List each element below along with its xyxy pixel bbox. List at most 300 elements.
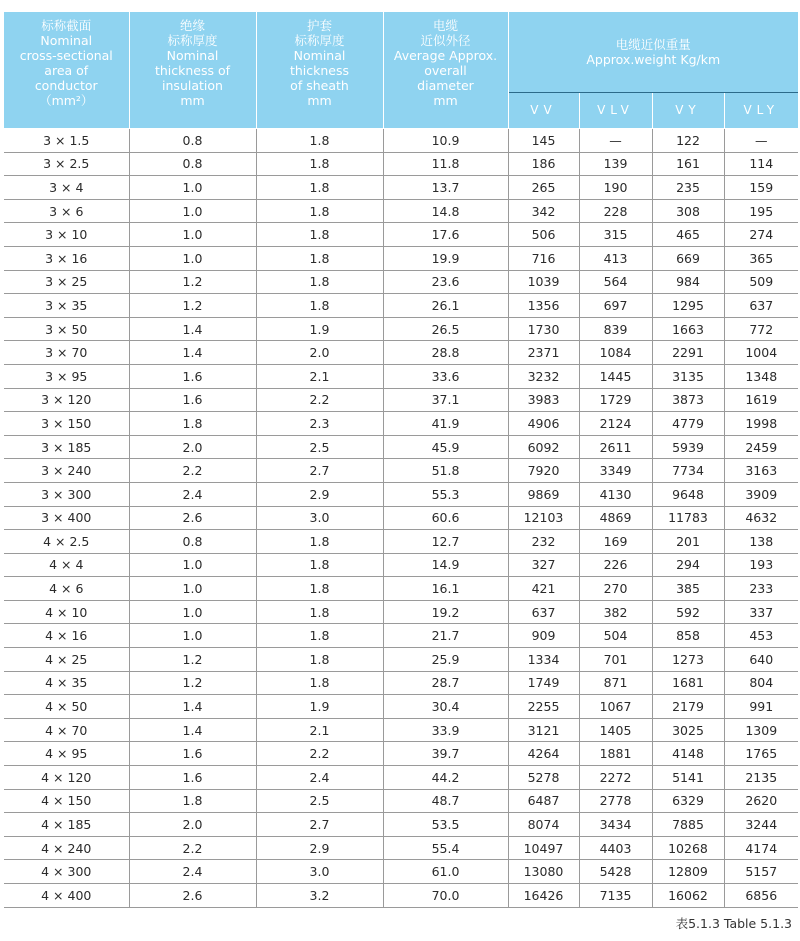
cell-diameter: 53.5 xyxy=(383,813,508,837)
table-row xyxy=(4,364,798,388)
cell-vly: 1998 xyxy=(724,412,798,436)
cell-insulation: 1.6 xyxy=(129,742,256,766)
cell-vlv: 1405 xyxy=(579,718,652,742)
cell-insulation: 1.0 xyxy=(129,553,256,577)
cell-vv: 2371 xyxy=(508,341,579,365)
cell-vlv: 5428 xyxy=(579,860,652,884)
cell-insulation: 2.4 xyxy=(129,860,256,884)
cell-vy: 16062 xyxy=(652,884,724,908)
cell-vlv: 1084 xyxy=(579,341,652,365)
cell-diameter: 11.8 xyxy=(383,152,508,176)
cell-vy: 7734 xyxy=(652,459,724,483)
cell-vlv: 2272 xyxy=(579,766,652,790)
cell-vv: 327 xyxy=(508,553,579,577)
table-row xyxy=(4,246,798,270)
header-insulation-en-3: insulation xyxy=(162,78,223,93)
cell-insulation: 0.8 xyxy=(129,129,256,153)
cell-sheath: 1.8 xyxy=(256,223,383,247)
cell-cross-section: 3 × 4 xyxy=(4,176,129,200)
cell-vy: 858 xyxy=(652,624,724,648)
cell-cross-section: 4 × 16 xyxy=(4,624,129,648)
cell-vv: 10497 xyxy=(508,836,579,860)
cell-diameter: 37.1 xyxy=(383,388,508,412)
table-caption: 表5.1.3 Table 5.1.3 xyxy=(675,916,792,931)
cell-cross-section: 4 × 150 xyxy=(4,789,129,813)
cell-insulation: 1.6 xyxy=(129,364,256,388)
cell-vlv: 2124 xyxy=(579,412,652,436)
cell-vv: 4906 xyxy=(508,412,579,436)
cell-vlv: 382 xyxy=(579,600,652,624)
cell-sheath: 2.9 xyxy=(256,836,383,860)
cell-vlv: 228 xyxy=(579,199,652,223)
cell-insulation: 1.0 xyxy=(129,223,256,247)
cell-vly: 991 xyxy=(724,695,798,719)
cell-insulation: 2.2 xyxy=(129,836,256,860)
cell-insulation: 1.0 xyxy=(129,577,256,601)
table-row xyxy=(4,860,798,884)
cell-vly: 159 xyxy=(724,176,798,200)
cell-sheath: 1.8 xyxy=(256,600,383,624)
cell-insulation: 2.0 xyxy=(129,435,256,459)
cell-diameter: 39.7 xyxy=(383,742,508,766)
table-row xyxy=(4,530,798,554)
cell-insulation: 2.2 xyxy=(129,459,256,483)
cell-cross-section: 4 × 185 xyxy=(4,813,129,837)
cell-diameter: 61.0 xyxy=(383,860,508,884)
cell-vy: 3135 xyxy=(652,364,724,388)
table-row xyxy=(4,600,798,624)
cell-vlv: 839 xyxy=(579,317,652,341)
cell-vy: 4779 xyxy=(652,412,724,436)
table-row xyxy=(4,695,798,719)
cell-vv: 13080 xyxy=(508,860,579,884)
cell-sheath: 1.8 xyxy=(256,577,383,601)
cell-vly: 5157 xyxy=(724,860,798,884)
cell-vlv: 315 xyxy=(579,223,652,247)
cell-vv: 186 xyxy=(508,152,579,176)
cell-diameter: 21.7 xyxy=(383,624,508,648)
cell-diameter: 17.6 xyxy=(383,223,508,247)
table-row xyxy=(4,506,798,530)
header-weight xyxy=(508,12,798,93)
cell-insulation: 2.0 xyxy=(129,813,256,837)
cell-vv: 506 xyxy=(508,223,579,247)
cell-cross-section: 3 × 1.5 xyxy=(4,129,129,153)
table-row xyxy=(4,152,798,176)
cell-vv: 3121 xyxy=(508,718,579,742)
cell-insulation: 1.0 xyxy=(129,600,256,624)
cell-diameter: 48.7 xyxy=(383,789,508,813)
table-row xyxy=(4,648,798,672)
cell-diameter: 45.9 xyxy=(383,435,508,459)
cell-vly: 2459 xyxy=(724,435,798,459)
cell-diameter: 70.0 xyxy=(383,884,508,908)
cell-diameter: 30.4 xyxy=(383,695,508,719)
cell-vv: 8074 xyxy=(508,813,579,837)
cell-vv: 6487 xyxy=(508,789,579,813)
cell-vly: 509 xyxy=(724,270,798,294)
cell-sheath: 2.2 xyxy=(256,388,383,412)
cell-cross-section: 4 × 95 xyxy=(4,742,129,766)
cell-vly: 337 xyxy=(724,600,798,624)
header-diameter-en-3: diameter xyxy=(417,78,474,93)
cell-vv: 1749 xyxy=(508,671,579,695)
table-row xyxy=(4,459,798,483)
cell-vlv: 190 xyxy=(579,176,652,200)
cell-vlv: 4403 xyxy=(579,836,652,860)
cell-vlv: 697 xyxy=(579,294,652,318)
cell-vy: 11783 xyxy=(652,506,724,530)
cell-diameter: 60.6 xyxy=(383,506,508,530)
cell-vly: 2620 xyxy=(724,789,798,813)
cell-cross-section: 3 × 70 xyxy=(4,341,129,365)
cell-vy: 5141 xyxy=(652,766,724,790)
table-row xyxy=(4,813,798,837)
table-row xyxy=(4,789,798,813)
cell-sheath: 1.9 xyxy=(256,317,383,341)
cell-vlv: 504 xyxy=(579,624,652,648)
cell-diameter: 16.1 xyxy=(383,577,508,601)
cell-diameter: 55.4 xyxy=(383,836,508,860)
header-type-vv: VV xyxy=(508,93,579,129)
cell-vly: 3163 xyxy=(724,459,798,483)
cell-cross-section: 3 × 240 xyxy=(4,459,129,483)
cell-vly: 365 xyxy=(724,246,798,270)
cell-sheath: 2.3 xyxy=(256,412,383,436)
cell-cross-section: 4 × 6 xyxy=(4,577,129,601)
cell-vly: 1765 xyxy=(724,742,798,766)
cell-sheath: 1.8 xyxy=(256,199,383,223)
cell-vly: 2135 xyxy=(724,766,798,790)
header-sheath-zh-1: 护套 xyxy=(306,18,332,33)
cell-insulation: 1.4 xyxy=(129,695,256,719)
cell-diameter: 44.2 xyxy=(383,766,508,790)
table-row xyxy=(4,718,798,742)
cell-cross-section: 3 × 95 xyxy=(4,364,129,388)
table-row xyxy=(4,435,798,459)
cell-sheath: 1.8 xyxy=(256,246,383,270)
cell-cross-section: 3 × 300 xyxy=(4,482,129,506)
header-sheath-en-2: thickness xyxy=(289,63,350,78)
header-type-vy: VY xyxy=(652,93,724,129)
cell-cross-section: 3 × 50 xyxy=(4,317,129,341)
cell-vy: 592 xyxy=(652,600,724,624)
table-row xyxy=(4,341,798,365)
cell-sheath: 1.8 xyxy=(256,270,383,294)
cell-vly: 1004 xyxy=(724,341,798,365)
cell-sheath: 2.4 xyxy=(256,766,383,790)
cell-vly: 1619 xyxy=(724,388,798,412)
cell-vlv: 4130 xyxy=(579,482,652,506)
cell-cross-section: 3 × 400 xyxy=(4,506,129,530)
cell-vly: 3909 xyxy=(724,482,798,506)
cell-insulation: 1.0 xyxy=(129,176,256,200)
cell-sheath: 2.7 xyxy=(256,459,383,483)
cell-vlv: 3349 xyxy=(579,459,652,483)
cell-sheath: 1.8 xyxy=(256,152,383,176)
header-diameter-unit: mm xyxy=(433,93,458,108)
header-insulation-unit: mm xyxy=(180,93,205,108)
header-weight-zh: 电缆近似重量 xyxy=(615,37,691,52)
cell-cross-section: 4 × 10 xyxy=(4,600,129,624)
cell-insulation: 1.8 xyxy=(129,789,256,813)
cell-vy: 6329 xyxy=(652,789,724,813)
table-row xyxy=(4,577,798,601)
table-row xyxy=(4,553,798,577)
cell-insulation: 1.6 xyxy=(129,766,256,790)
cell-diameter: 19.9 xyxy=(383,246,508,270)
cell-vy: 385 xyxy=(652,577,724,601)
cell-vly: 4174 xyxy=(724,836,798,860)
table-row xyxy=(4,482,798,506)
cable-weight-table xyxy=(4,12,798,908)
cell-diameter: 28.8 xyxy=(383,341,508,365)
cell-sheath: 1.9 xyxy=(256,695,383,719)
cell-insulation: 1.0 xyxy=(129,246,256,270)
cell-diameter: 13.7 xyxy=(383,176,508,200)
cell-vy: 465 xyxy=(652,223,724,247)
cell-sheath: 2.5 xyxy=(256,789,383,813)
cell-cross-section: 4 × 240 xyxy=(4,836,129,860)
table-body xyxy=(4,129,798,908)
cell-insulation: 2.6 xyxy=(129,884,256,908)
cell-vly: 274 xyxy=(724,223,798,247)
cell-insulation: 1.8 xyxy=(129,412,256,436)
cell-sheath: 2.1 xyxy=(256,718,383,742)
cell-insulation: 1.2 xyxy=(129,648,256,672)
cell-sheath: 2.2 xyxy=(256,742,383,766)
header-cross-section-en-4: conductor xyxy=(34,78,98,93)
table-row xyxy=(4,671,798,695)
header-sheath-en-3: of sheath xyxy=(290,78,349,93)
cell-vly: 193 xyxy=(724,553,798,577)
table-row xyxy=(4,766,798,790)
cell-cross-section: 3 × 35 xyxy=(4,294,129,318)
cell-sheath: 1.8 xyxy=(256,176,383,200)
cell-vlv: 1445 xyxy=(579,364,652,388)
header-type-vlv: VLV xyxy=(579,93,652,129)
cell-insulation: 1.0 xyxy=(129,624,256,648)
cell-diameter: 10.9 xyxy=(383,129,508,153)
table-row xyxy=(4,388,798,412)
cell-diameter: 41.9 xyxy=(383,412,508,436)
cell-diameter: 26.5 xyxy=(383,317,508,341)
cell-vv: 9869 xyxy=(508,482,579,506)
cell-diameter: 14.8 xyxy=(383,199,508,223)
header-diameter-zh-2: 近似外径 xyxy=(420,33,471,48)
cell-vy: 10268 xyxy=(652,836,724,860)
cell-vy: 2179 xyxy=(652,695,724,719)
header-insulation xyxy=(129,12,256,129)
cell-vv: 4264 xyxy=(508,742,579,766)
cell-diameter: 51.8 xyxy=(383,459,508,483)
cell-diameter: 23.6 xyxy=(383,270,508,294)
header-sheath-en-1: Nominal xyxy=(293,48,346,63)
cell-vlv: 1881 xyxy=(579,742,652,766)
cell-cross-section: 4 × 120 xyxy=(4,766,129,790)
table-row xyxy=(4,412,798,436)
cell-insulation: 2.4 xyxy=(129,482,256,506)
cell-cross-section: 4 × 4 xyxy=(4,553,129,577)
cell-vly: 1348 xyxy=(724,364,798,388)
cell-vlv: 413 xyxy=(579,246,652,270)
cell-vlv: 2778 xyxy=(579,789,652,813)
cell-sheath: 3.2 xyxy=(256,884,383,908)
cell-cross-section: 3 × 6 xyxy=(4,199,129,223)
cell-vy: 3025 xyxy=(652,718,724,742)
cell-vlv: 226 xyxy=(579,553,652,577)
cell-vy: 7885 xyxy=(652,813,724,837)
cell-vlv: 871 xyxy=(579,671,652,695)
header-sheath xyxy=(256,12,383,129)
cell-sheath: 2.1 xyxy=(256,364,383,388)
cell-diameter: 25.9 xyxy=(383,648,508,672)
cell-vlv: 701 xyxy=(579,648,652,672)
cell-vv: 3983 xyxy=(508,388,579,412)
header-cross-section xyxy=(4,12,129,129)
table-row xyxy=(4,317,798,341)
cell-sheath: 1.8 xyxy=(256,530,383,554)
cell-vv: 421 xyxy=(508,577,579,601)
cell-sheath: 1.8 xyxy=(256,129,383,153)
cell-cross-section: 3 × 25 xyxy=(4,270,129,294)
cell-vy: 3873 xyxy=(652,388,724,412)
cell-vy: 984 xyxy=(652,270,724,294)
cell-sheath: 3.0 xyxy=(256,860,383,884)
cell-cross-section: 3 × 16 xyxy=(4,246,129,270)
header-cross-section-zh: 标称截面 xyxy=(41,18,92,33)
cell-sheath: 1.8 xyxy=(256,294,383,318)
cell-vv: 2255 xyxy=(508,695,579,719)
cell-vlv: 139 xyxy=(579,152,652,176)
table-row xyxy=(4,294,798,318)
header-cross-section-en-3: area of xyxy=(44,63,89,78)
cell-vy: 4148 xyxy=(652,742,724,766)
cell-sheath: 2.9 xyxy=(256,482,383,506)
cell-vlv: 3434 xyxy=(579,813,652,837)
table-row xyxy=(4,836,798,860)
header-insulation-en-1: Nominal xyxy=(166,48,219,63)
cell-vlv: 169 xyxy=(579,530,652,554)
cell-vly: 6856 xyxy=(724,884,798,908)
cell-insulation: 0.8 xyxy=(129,530,256,554)
cell-cross-section: 3 × 120 xyxy=(4,388,129,412)
header-insulation-zh-1: 绝缘 xyxy=(179,18,205,33)
cell-vy: 294 xyxy=(652,553,724,577)
cell-insulation: 1.2 xyxy=(129,294,256,318)
cell-cross-section: 3 × 2.5 xyxy=(4,152,129,176)
cell-cross-section: 4 × 50 xyxy=(4,695,129,719)
cell-cross-section: 3 × 150 xyxy=(4,412,129,436)
table-row xyxy=(4,624,798,648)
cell-vv: 12103 xyxy=(508,506,579,530)
cell-sheath: 2.5 xyxy=(256,435,383,459)
cell-vlv: 1067 xyxy=(579,695,652,719)
cell-vly: 637 xyxy=(724,294,798,318)
cell-diameter: 28.7 xyxy=(383,671,508,695)
cell-vy: 669 xyxy=(652,246,724,270)
cell-cross-section: 3 × 10 xyxy=(4,223,129,247)
cell-insulation: 1.2 xyxy=(129,270,256,294)
cell-vv: 1039 xyxy=(508,270,579,294)
cell-vlv: 270 xyxy=(579,577,652,601)
cell-vly: 640 xyxy=(724,648,798,672)
header-cross-section-en-1: Nominal xyxy=(40,33,93,48)
cell-vly: 453 xyxy=(724,624,798,648)
cell-vly: 772 xyxy=(724,317,798,341)
cell-vv: 6092 xyxy=(508,435,579,459)
cell-diameter: 14.9 xyxy=(383,553,508,577)
cell-vy: 1681 xyxy=(652,671,724,695)
cell-cross-section: 4 × 35 xyxy=(4,671,129,695)
cell-insulation: 1.4 xyxy=(129,718,256,742)
header-type-vly: VLY xyxy=(724,93,798,129)
header-diameter-en-2: overall xyxy=(424,63,467,78)
cell-vlv: 7135 xyxy=(579,884,652,908)
cell-vy: 122 xyxy=(652,129,724,153)
cell-vv: 7920 xyxy=(508,459,579,483)
cell-vy: 2291 xyxy=(652,341,724,365)
cell-vy: 9648 xyxy=(652,482,724,506)
cell-diameter: 33.6 xyxy=(383,364,508,388)
header-weight-en: Approx.weight Kg/km xyxy=(586,52,721,67)
table-row xyxy=(4,176,798,200)
cell-cross-section: 4 × 400 xyxy=(4,884,129,908)
cell-diameter: 19.2 xyxy=(383,600,508,624)
cell-vlv: — xyxy=(579,129,652,153)
header-insulation-zh-2: 标称厚度 xyxy=(167,33,218,48)
table-row xyxy=(4,884,798,908)
cell-sheath: 1.8 xyxy=(256,648,383,672)
table-row xyxy=(4,223,798,247)
cell-insulation: 1.2 xyxy=(129,671,256,695)
cell-vly: 114 xyxy=(724,152,798,176)
cell-vy: 235 xyxy=(652,176,724,200)
cell-vv: 637 xyxy=(508,600,579,624)
cell-vlv: 1729 xyxy=(579,388,652,412)
cell-vly: 3244 xyxy=(724,813,798,837)
cell-vly: 804 xyxy=(724,671,798,695)
cell-insulation: 1.4 xyxy=(129,317,256,341)
cell-diameter: 55.3 xyxy=(383,482,508,506)
header-insulation-en-2: thickness of xyxy=(154,63,231,78)
cell-insulation: 1.4 xyxy=(129,341,256,365)
table-row xyxy=(4,742,798,766)
cell-vy: 5939 xyxy=(652,435,724,459)
cell-insulation: 1.6 xyxy=(129,388,256,412)
cell-vly: 1309 xyxy=(724,718,798,742)
cell-sheath: 1.8 xyxy=(256,671,383,695)
cell-vy: 161 xyxy=(652,152,724,176)
cell-vy: 1295 xyxy=(652,294,724,318)
cell-vv: 342 xyxy=(508,199,579,223)
cell-sheath: 1.8 xyxy=(256,553,383,577)
cell-insulation: 1.0 xyxy=(129,199,256,223)
cell-vv: 909 xyxy=(508,624,579,648)
cell-sheath: 1.8 xyxy=(256,624,383,648)
cell-insulation: 2.6 xyxy=(129,506,256,530)
cell-vy: 201 xyxy=(652,530,724,554)
cell-vv: 3232 xyxy=(508,364,579,388)
cell-vlv: 4869 xyxy=(579,506,652,530)
cell-cross-section: 3 × 185 xyxy=(4,435,129,459)
cell-vly: 195 xyxy=(724,199,798,223)
cell-diameter: 12.7 xyxy=(383,530,508,554)
cell-vv: 1356 xyxy=(508,294,579,318)
cell-sheath: 2.0 xyxy=(256,341,383,365)
header-cross-section-en-2: cross-sectional xyxy=(19,48,113,63)
cell-vlv: 564 xyxy=(579,270,652,294)
